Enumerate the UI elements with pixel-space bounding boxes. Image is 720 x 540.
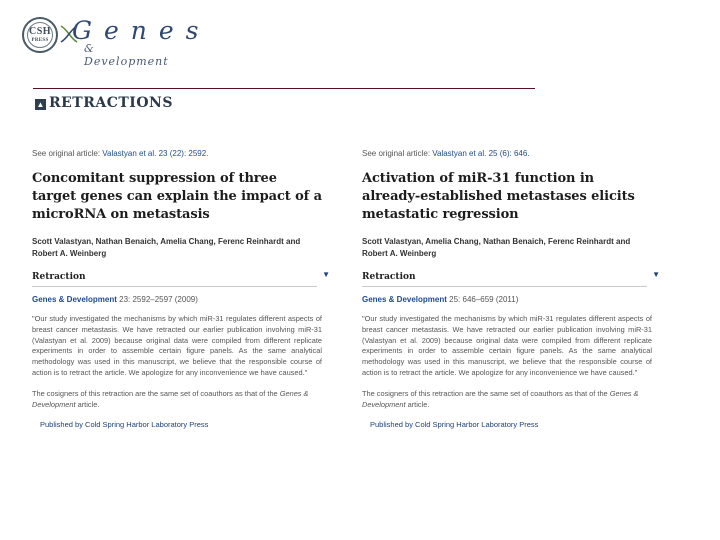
citation-link[interactable]: Genes & Development 23: 2592–2597 (2009) xyxy=(32,295,198,304)
journal-subtitle: & Development xyxy=(84,42,169,68)
journal-word: Genes xyxy=(72,16,211,45)
article-authors: Scott Valastyan, Nathan Benaich, Amelia Chang, Ferenc Reinhardt and Robert A. Weinberg xyxy=(32,237,301,258)
original-article-ref: See original article: Valastyan et al. 23 (22): 2592. xyxy=(32,149,209,158)
article-title: Concomitant suppression of three target genes can explain the impact of a microRNA on metastasis xyxy=(32,171,322,222)
type-rule xyxy=(362,286,647,287)
cosigners-note: The cosigners of this retraction are the same set of coauthors as that of the Genes & Development article. xyxy=(32,388,309,409)
type-rule xyxy=(32,286,317,287)
retraction-type-label: Retraction xyxy=(32,272,86,282)
section-toggle-icon[interactable]: ▲ xyxy=(36,100,45,109)
expand-triangle-icon[interactable]: ▼ xyxy=(652,270,660,279)
section-title: RETRACTIONS xyxy=(49,95,173,111)
retraction-statement: "Our study investigated the mechanisms by which miR-31 regulates different aspects of breast cancer metastasis. We have retracted our earlier publication involving miR-31 (Valastyan et al. 2009) because original data were compiled from different replicate experiments in order to assemble certain figure panels. As the same analytical methodology was used in this manuscript, we believe that the responsible course of action is to retract the article. We apologize for any inconvenience we have caused." xyxy=(32,314,322,377)
publisher-line: Published by Cold Spring Harbor Laboratory Press xyxy=(370,420,539,430)
cosigners-note: The cosigners of this retraction are the same set of coauthors as that of the Genes & Development article. xyxy=(362,388,639,409)
article-title: Activation of miR-31 function in already-established metastases elicits metastatic regression xyxy=(362,171,635,222)
original-article-link[interactable]: Valastyan et al. 23 (22): 2592. xyxy=(102,149,209,158)
expand-triangle-icon[interactable]: ▼ xyxy=(322,270,330,279)
citation-link[interactable]: Genes & Development 25: 646–659 (2011) xyxy=(362,295,519,304)
retraction-type-row xyxy=(362,266,660,287)
retraction-type-row xyxy=(32,266,330,287)
original-article-ref: See original article: Valastyan et al. 25 (6): 646. xyxy=(362,149,530,158)
header-rule xyxy=(33,88,535,89)
retraction-article-1 xyxy=(32,149,330,437)
retraction-type-label: Retraction xyxy=(362,272,416,282)
original-article-link[interactable]: Valastyan et al. 25 (6): 646. xyxy=(432,149,530,158)
retraction-statement: "Our study investigated the mechanisms by which miR-31 regulates different aspects of breast cancer metastasis. We have retracted our earlier publication involving miR-31 (Valastyan et al. 2009) because original data were compiled from different replicate experiments in order to assemble certain figure panels. As the same analytical methodology was used in this manuscript, we believe that the responsible course of action is to retract the article. We apologize for any inconvenience we have caused." xyxy=(362,314,652,377)
publisher-line: Published by Cold Spring Harbor Laboratory Press xyxy=(40,420,209,430)
cshl-press-seal-logo: CSH PRESS xyxy=(22,17,58,53)
article-authors: Scott Valastyan, Amelia Chang, Nathan Benaich, Ferenc Reinhardt and Robert A. Weinberg xyxy=(362,237,631,258)
retraction-article-2 xyxy=(362,149,660,437)
genes-development-logo xyxy=(60,12,211,68)
